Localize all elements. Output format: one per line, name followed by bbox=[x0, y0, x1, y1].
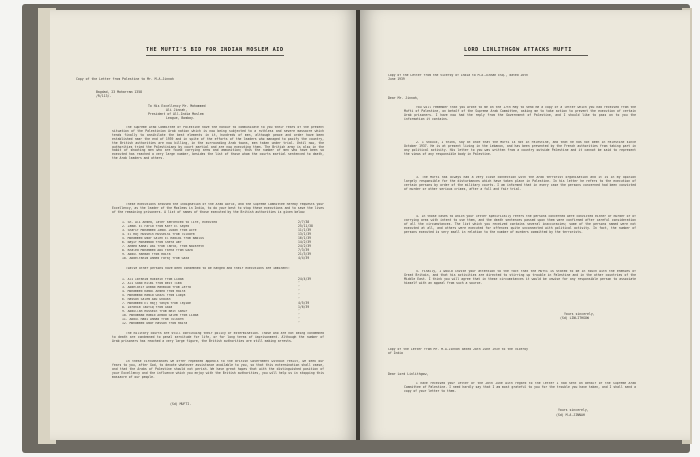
addressee-line: League, Bombay. bbox=[166, 116, 195, 120]
addressee-line: To His Excellency Mr. Mohammed bbox=[148, 104, 206, 108]
addressee-line: President of All-India Moslem bbox=[148, 112, 204, 116]
title-rule bbox=[464, 55, 588, 56]
list-item-date: ″ bbox=[298, 281, 300, 285]
list-item-date: 24/4/39 bbox=[298, 277, 312, 281]
list-item-date: ″ bbox=[298, 293, 300, 297]
list-item-date: ″ bbox=[298, 313, 300, 317]
closing: Yours sincerely, bbox=[564, 312, 595, 316]
addressee-line: Ali Jinnah, bbox=[166, 108, 188, 112]
signature: (Sd) MUFTI. bbox=[170, 402, 192, 406]
body-paragraph: 3. The Mufti has always had a very close connection with the Arab terrorist organisation and it is in my opinion largely responsible for the disturbances which have taken place in Palestine. In his letter he refers to the execution of certain persons by order of the military courts. I am informed that in every case the persons concerned had been convicted of murder or other serious crimes, after a full and fair trial. bbox=[404, 176, 636, 191]
list-item-name: 1. Ali Ibrahim Hussein from Lidda bbox=[122, 278, 184, 281]
list-item-name: 1. Sh. Ali Ahmed, later sentenced to life, executed bbox=[122, 221, 217, 224]
list-item-name: 8. Ibrahim Tawfiq from Gaza bbox=[122, 306, 173, 309]
list-item bbox=[122, 322, 322, 326]
list-item-date: 16/1/39 bbox=[298, 236, 312, 240]
salutation: Dear Mr. Jinnah, bbox=[388, 96, 419, 100]
body-paragraph: In these circumstances we offer repeated appeals to the British Government without result, we seek our fears to you, after God, to devote whatever assistance available to you, so that this extermination shall cease, and that the Arabs of Palestine should not perish. We have great hopes that with the distinguished position of your Excellency and the influence which you enjoy with the British authorities, you will help us in stopping this massacre of our people. bbox=[112, 360, 324, 379]
list-item bbox=[122, 257, 322, 261]
right-page bbox=[360, 10, 690, 440]
body-paragraph: 2. I should, I think, say at once that the Mufti is not in Palestine, and that he has not been in Palestine since October 1937. He is at present living in the Lebanon, and has been prevented by the French authorities from taking part in any political activity. His letter to you was written from a country outside Palestine and it cannot be said to represent the views of any responsible body in Palestine. bbox=[404, 141, 636, 156]
closing: Yours sincerely, bbox=[558, 408, 589, 412]
reference-number: /R/113/- bbox=[96, 94, 112, 98]
list-item-name: 8. Khaled Mohammed Abu Farha from Gaza bbox=[122, 249, 193, 252]
list-item-name: 11. Abdul Hadi Ahmad from Tulkarm bbox=[122, 318, 184, 321]
body-paragraph: The military courts are still continuing their policy of extermination. Those who are not being condemned to death are condemned to penal servitude for life, or for long terms of imprisonment. Although the number of Arab prisoners has reached a very large figure, the British authorities are still making arrests. bbox=[112, 332, 324, 343]
list-item-date: ″ bbox=[298, 317, 300, 321]
body-paragraph: The Supreme Arab Committee of Palestine have the honour to communicate to you their fears of the present situation of the Palestinian Arab nation which is now being subjected to a ruthless and severe massacre which tends finally to annihilate the best elements in it, hundreds of men, although peace and order have been established near the end of 1939 and in spite of the efforts of the leaders who managed to pacify the country, the British authorities are now killing, in the surrounding Arab towns, men taken under trial. Until now, the authorities tried the Palestinians by court martial and are now executing them. The British army is also in the habit of shooting men who are found carrying arms and ammunition; thus the number of men who have been so executed has reached a very large number, besides the list of those whom the courts martial sentenced to death, the Arab leaders and others. bbox=[112, 126, 324, 161]
list-item-date: ″ bbox=[298, 285, 300, 289]
list-item-date: 1/6/39 bbox=[298, 305, 310, 309]
body-paragraph: I have received your letter of the 26th June with regard to the letter I had sent on behalf of the Supreme Arab Committee of Palestine. I need hardly say that I am most grateful to you for the trouble you have taken, and I shall send a copy of your letter to them. bbox=[404, 382, 636, 393]
list-item-name: 6. Hassan Salem Abu Ghaush bbox=[122, 298, 171, 301]
body-paragraph: 4. In those cases to which your letter specifically refers the persons concerned were convicted either of murder or of carrying arms with intent to use them, and the death sentences passed upon them were confirmed after careful consideration of all the circumstances. The list which you received contains several inaccuracies; some of the persons named were not executed at all, and others were executed for offences quite unconnected with political activity. In fact, the number of persons executed is very small in relation to the number of murders committed by the terrorists. bbox=[404, 215, 636, 234]
list-item-name: 5. Mohammad Hamid Ghazi from Lubya bbox=[122, 294, 186, 297]
list-item-name: 12. Mohammed Omar Hassan from Haifa bbox=[122, 322, 188, 325]
list-item-date: 4/4/39 bbox=[298, 256, 310, 260]
body-paragraph: 5. Finally, I would invite your attention to the fact that the Mufti is stated to be in touch with the enemies of Great Britain, and that his activities are directed to stirring up trouble in Palestine and in the other countries of the Middle East. I think you will agree that in these circumstances it would be unwise for any responsible person to associate himself with an appeal from such a source. bbox=[404, 270, 636, 285]
signature: (Sd) M.A.JINNAH bbox=[556, 413, 585, 417]
list-item-name: 4. Mohammed Kamal Ahmed from Haifa bbox=[122, 290, 186, 293]
list-item-name: 3. Sharif Mohammed Jamal Judah from Acre bbox=[122, 229, 197, 232]
body-paragraph: Twelve other persons have been condemned to be hanged and their executions are imminent: bbox=[126, 267, 290, 270]
left-page bbox=[50, 10, 358, 440]
list-item-name: 10. Mohammad Hamid Ahmad Salem from Lidda bbox=[122, 314, 199, 317]
list-item-date: 24/2/39 bbox=[298, 244, 312, 248]
list-item-date: 13/1/39 bbox=[298, 232, 312, 236]
list-item-date: 2/7/38 bbox=[298, 220, 310, 224]
list-item-date: ″ bbox=[298, 309, 300, 313]
list-item-name: 5. Mohammed Omar Saleh El Hadidi from Nablus bbox=[122, 237, 204, 240]
right-page-title: LORD LINLITHGOW ATTACKS MUFTI bbox=[464, 47, 572, 53]
list-item-name: 9. Abdullah Hussein from Beit Sahur bbox=[122, 310, 188, 313]
salutation: Dear Lord Linlithgow, bbox=[388, 372, 429, 376]
title-rule bbox=[146, 55, 284, 56]
list-item-date: 7/3/39 bbox=[298, 248, 310, 252]
list-item-name: 9. Abdul Rahman from Haifa bbox=[122, 253, 171, 256]
list-item-name: 4. El Haj Hussein Husseini from Tulkarm bbox=[122, 233, 195, 236]
list-item-date: ″ bbox=[298, 289, 300, 293]
list-item-name: 3. Abdelatif Ahmad Mahmoud from Jaffa bbox=[122, 286, 191, 289]
letter-caption: Copy of the Letter from Mr. M.A.Jinnah dated 28th June 1939 to the Viceroy of India bbox=[388, 348, 528, 355]
left-page-title: THE MUFTI'S BID FOR INDIAN MOSLEM AID bbox=[146, 47, 284, 53]
signature: (Sd) LINLITHGOW bbox=[560, 316, 589, 320]
letter-caption: Copy of the Letter from Palestine to Mr. M.A.Jinnah bbox=[76, 77, 174, 81]
list-item-name: 7. Mohammed El Hajj Yahya from Tayibe bbox=[122, 302, 191, 305]
list-item-date: 25/11/38 bbox=[298, 224, 313, 228]
list-item-date: 11/1/39 bbox=[298, 228, 312, 232]
body-paragraph: These executions aroused the indignation of the Arab world, and the Supreme Committee hereby requests your Excellency, as the leader of the Moslems in India, to do your best to stop these executions and to save the lives of the remaining prisoners. A list of names of those executed by the British authorities is given below: bbox=[112, 203, 324, 214]
list-item-date: 14/2/39 bbox=[298, 240, 312, 244]
list-item-name: 6. Nayif Mohammad from Shefa Amr bbox=[122, 241, 182, 244]
list-item-date: 21/3/39 bbox=[298, 252, 312, 256]
list-item-name: 2. Ali Saad Hilmi from Beit Tima bbox=[122, 282, 182, 285]
letter-caption: Copy of the Letter from the Viceroy of India to M.A.Jinnah Esq., dated 26th June 1939 bbox=[388, 74, 528, 81]
list-item-name: 2. Jamal El Farid from Kafr El Sayed bbox=[122, 225, 190, 228]
body-paragraph: You will remember that you wrote to me on the 17th May to send me a copy of a letter which you had received from the Mufti of Palestine, on behalf of the Supreme Arab Committee, asking me to take action to prevent the execution of certain Arab prisoners. I have now had the reply from the Government of Palestine, and I should like to pass on to you the information it contains. bbox=[404, 106, 636, 121]
list-item-date: 4/5/39 bbox=[298, 301, 310, 305]
list-item-date: ″ bbox=[298, 297, 300, 301]
list-item-name: 10. Abdelrahim Ahmed Faraj from Gaza bbox=[122, 257, 190, 260]
place-date: Bagdad, 23 Moharram 1358 bbox=[96, 90, 143, 94]
list-item-name: 7. Ahmed Kamal Dai from Tanta, from Nazareth bbox=[122, 245, 204, 248]
list-item-date: ″ bbox=[298, 321, 300, 325]
